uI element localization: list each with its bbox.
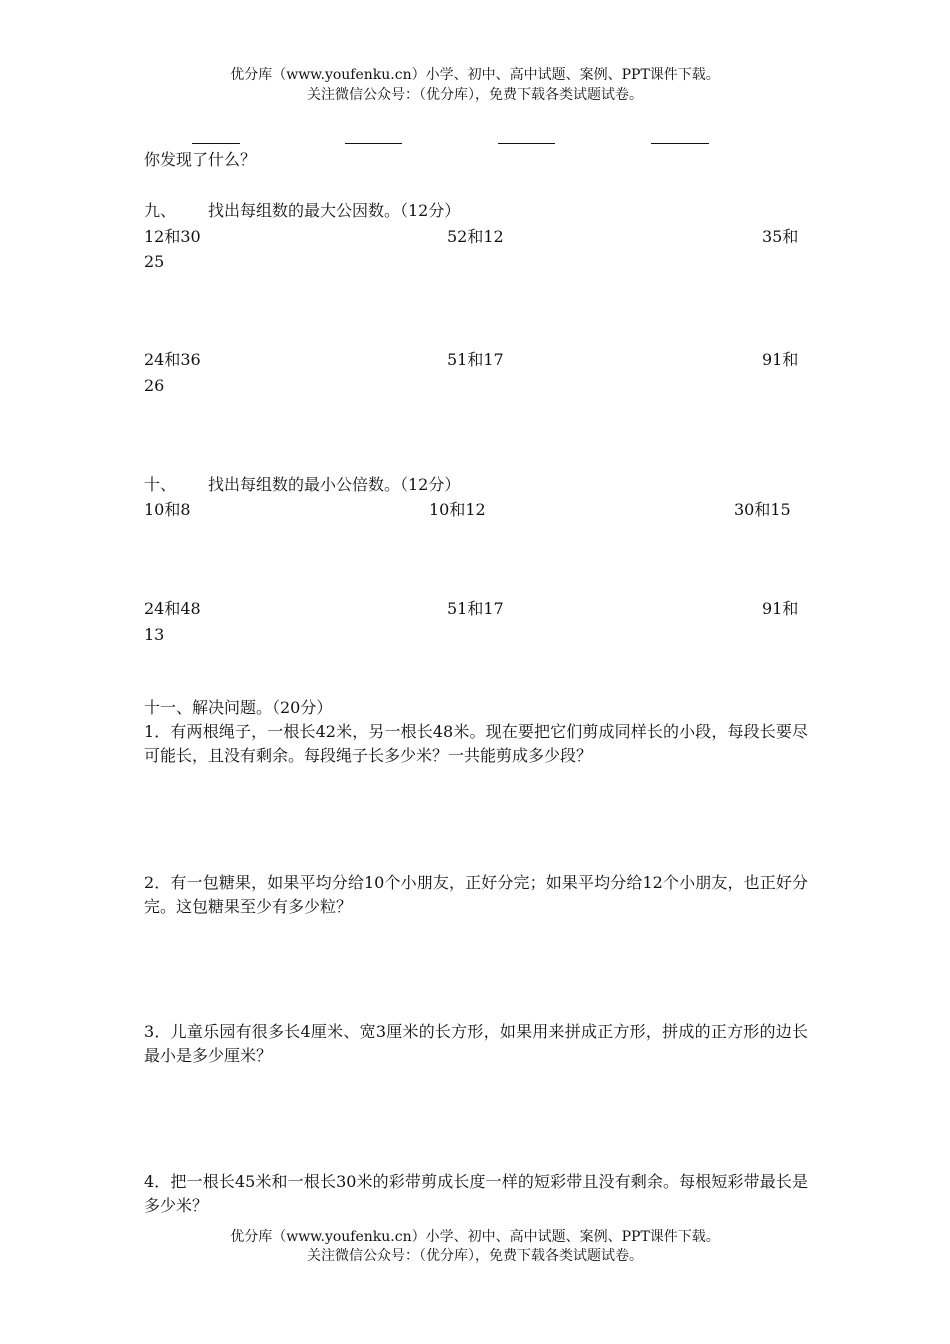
lcm-item: 10和8: [144, 500, 191, 519]
page-header-line2: 关注微信公众号：（优分库），免费下载各类试题试卷。: [307, 87, 643, 103]
page-footer-line1: 优分库（www.youfenku.cn）小学、初中、高中试题、案例、PPT课件下载。: [230, 1229, 720, 1245]
gcf-item: 91和: [762, 350, 799, 369]
section9-number: 九、: [144, 201, 177, 220]
problem-4: 4．把一根长45米和一根长30米的彩带剪成长度一样的短彩带且没有剩余。每根短彩带最长是多少米？: [144, 1172, 808, 1215]
answer-blank-3: [498, 143, 555, 144]
problem-1: 1．有两根绳子，一根长42米，另一根长48米。现在要把它们剪成同样长的小段，每段长要尽可能长，且没有剩余。每段绳子长多少米？一共能剪成多少段？: [144, 722, 808, 765]
section9-heading: [144, 200, 460, 222]
page-header-line1: 优分库（www.youfenku.cn）小学、初中、高中试题、案例、PPT课件下载。: [230, 67, 720, 83]
section10-title: 找出每组数的最小公倍数。（12分）: [208, 475, 461, 494]
lcm-item: 91和: [762, 599, 799, 618]
problem-3: 3．儿童乐园有很多长4厘米、宽3厘米的长方形，如果用来拼成正方形，拼成的正方形的边长最小是多少厘米？: [144, 1022, 808, 1065]
gcf-item: 12和30: [144, 227, 201, 246]
gcf-item-wrap: 25: [144, 252, 165, 271]
section9-title: 找出每组数的最大公因数。（12分）: [208, 201, 461, 220]
section10-heading: [144, 474, 460, 496]
gcf-item: 24和36: [144, 350, 201, 369]
gcf-item: 35和: [762, 227, 799, 246]
section10-number: 十、: [144, 475, 177, 494]
lcm-item-wrap: 13: [144, 625, 165, 644]
answer-blank-4: [651, 143, 709, 144]
section11-title: 十一、解决问题。（20分）: [144, 698, 333, 717]
gcf-item: 52和12: [447, 227, 504, 246]
lcm-item: 30和15: [734, 500, 791, 519]
page-footer-line2: 关注微信公众号：（优分库），免费下载各类试题试卷。: [307, 1248, 643, 1264]
gcf-item-wrap: 26: [144, 376, 165, 395]
lcm-item: 24和48: [144, 599, 201, 618]
lcm-item: 10和12: [429, 500, 486, 519]
answer-blank-2: [345, 143, 402, 144]
gcf-item: 51和17: [447, 350, 504, 369]
question-found: 你发现了什么？: [144, 150, 257, 169]
lcm-item: 51和17: [447, 599, 504, 618]
problem-2: 2．有一包糖果，如果平均分给10个小朋友，正好分完；如果平均分给12个小朋友，也正好分完。这包糖果至少有多少粒？: [144, 873, 808, 916]
answer-blank-1: [192, 143, 240, 144]
